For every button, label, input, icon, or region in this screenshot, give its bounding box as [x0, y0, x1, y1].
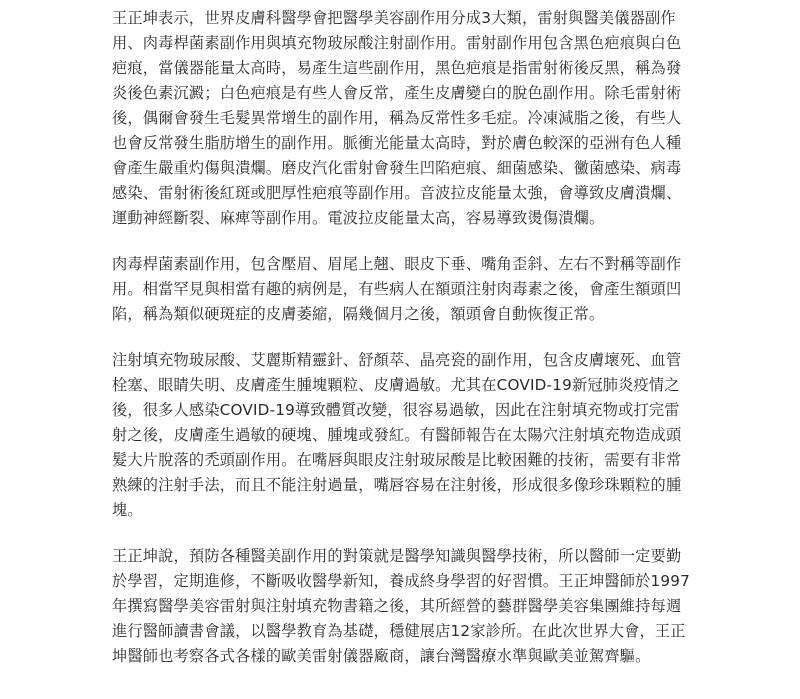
paragraph-prevention: 王正坤說，預防各種醫美副作用的對策就是醫學知識與醫學技術，所以醫師一定要勤於學習，定期進修，不斷吸收醫學新知，養成終身學習的好習慣。王正坤醫師於1997年撰寫醫學美容雷射與注射填充物書籍之後，其所經營的藝群醫學美容集團維持每週進行醫師讀書會議，以醫學教育為基礎，穩健展店12家診所。在此次世界大會，王正坤醫師也考察各式各樣的歐美雷射儀器廠商，讓台灣醫療水準與歐美並駕齊驅。 [112, 547, 691, 665]
paragraph-filler-side-effects: 注射填充物玻尿酸、艾麗斯精靈針、舒顏萃、晶亮瓷的副作用，包含皮膚壞死、血管栓塞、眼睛失明、皮膚產生腫塊顆粒、皮膚過敏。尤其在COVID-19新冠肺炎疫情之後，很多人感染COVID-19導致體質改變，很容易過敏，因此在注射填充物或打完雷射之後，皮膚產生過敏的硬塊、腫塊或發紅。有醫師報告在太陽穴注射填充物造成頭髮大片脫落的禿頭副作用。在嘴唇與眼皮注射玻尿酸是比較困難的技術，需要有非常熟練的注射手法，而且不能注射過量，嘴唇容易在注射後，形成很多像珍珠顆粒的腫塊。 [112, 351, 682, 519]
paragraph-botox-side-effects: 肉毒桿菌素副作用，包含壓眉、眉尾上翹、眼皮下垂、嘴角歪斜、左右不對稱等副作用。相當罕見與相當有趣的病例是，有些病人在額頭注射肉毒素之後，會產生額頭凹陷，稱為類似硬斑症的皮膚萎縮，隔幾個月之後，額頭會自動恢復正常。 [112, 255, 682, 323]
article-body [112, 6, 690, 690]
paragraph-laser-side-effects: 王正坤表示，世界皮膚科醫學會把醫學美容副作用分成3大類，雷射與醫美儀器副作用、肉毒桿菌素副作用與填充物玻尿酸注射副作用。雷射副作用包含黑色疤痕與白色疤痕，當儀器能量太高時，易產生這些副作用，黑色疤痕是指雷射術後反黑，稱為發炎後色素沉澱；白色疤痕是有些人會反常，產生皮膚變白的脫色副作用。除毛雷射術後，偶爾會發生毛髮異常增生的副作用，稱為反常性多毛症。冷凍減脂之後，有些人也會反常發生脂肪增生的副作用。脈衝光能量太高時，對於膚色較深的亞洲有色人種會產生嚴重灼傷與潰爛。磨皮汽化雷射會發生凹陷疤痕、細菌感染、黴菌感染、病毒感染、雷射術後紅斑或肥厚性疤痕等副作用。音波拉皮能量太強，會導致皮膚潰爛、運動神經斷裂、麻痺等副作用。電波拉皮能量太高，容易導致燙傷潰爛。 [112, 9, 682, 227]
